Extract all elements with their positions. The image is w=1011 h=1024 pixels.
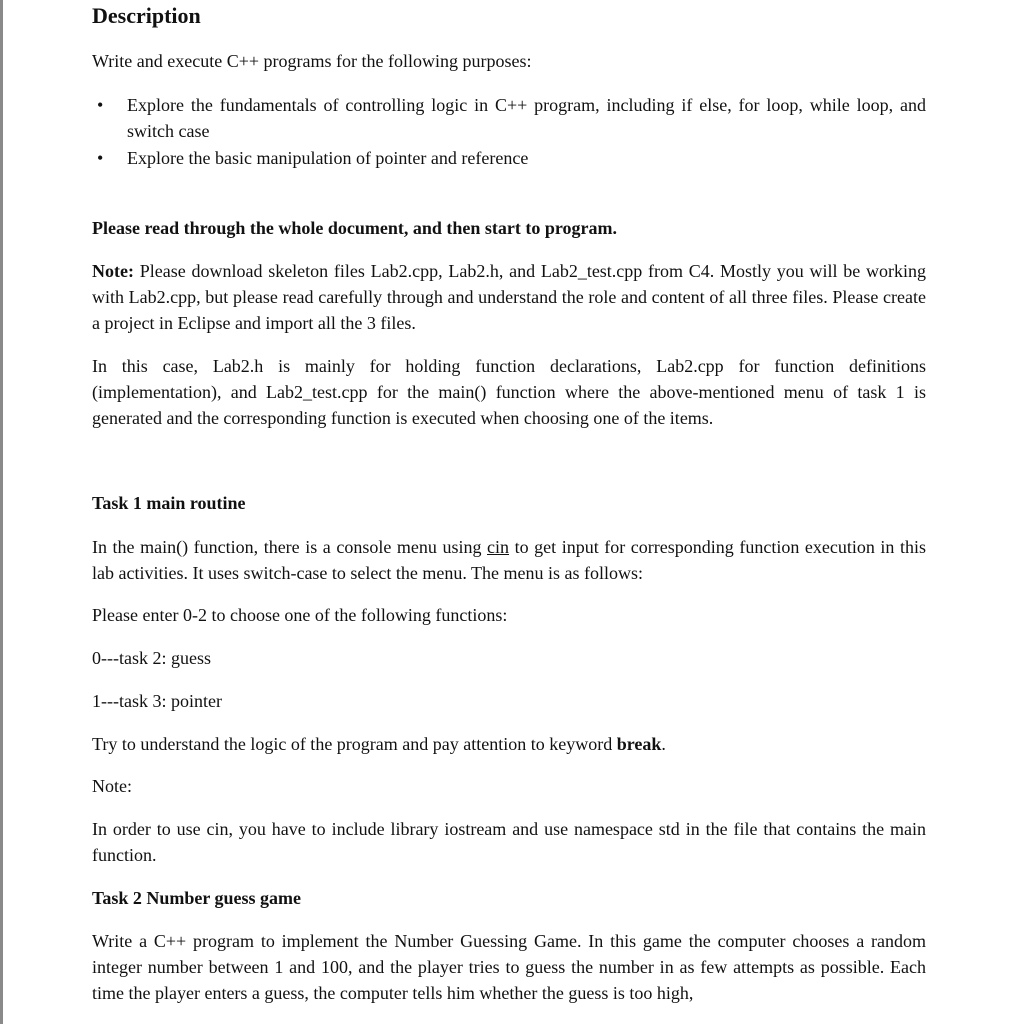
cin-keyword: cin [487, 537, 510, 557]
note-paragraph [92, 258, 926, 336]
page-left-edge [0, 0, 3, 1024]
intro-paragraph: Write and execute C++ programs for the following purposes: [92, 51, 532, 71]
task1-heading: Task 1 main routine [92, 493, 246, 513]
try-text-a: Try to understand the logic of the program and pay attention to keyword [92, 734, 617, 754]
task1-paragraph [92, 534, 926, 586]
task1-text-a: In the main() function, there is a console menu using [92, 537, 488, 557]
cin-paragraph: In order to use cin, you have to include library iostream and use namespace std in the file that contains the main function. [92, 819, 926, 865]
note-text: Please download skeleton files Lab2.cpp, Lab2.h, and Lab2_test.cpp from C4. Mostly you will be working with Lab2.cpp, but please read carefully through and understand the role and content of all three files. Please create a project in Eclipse and import all the 3 files. [92, 261, 926, 333]
menu-prompt: Please enter 0-2 to choose one of the following functions: [92, 605, 508, 625]
try-text-b: . [661, 734, 666, 754]
bullet-icon: • [97, 95, 104, 115]
bullet-item-control-logic: Explore the fundamentals of controlling logic in C++ program, including if else, for loop, while loop, and switch case [127, 95, 926, 141]
break-keyword: break [616, 734, 662, 754]
menu-item-guess: 0---task 2: guess [92, 648, 211, 668]
description-heading: Description [92, 3, 201, 28]
bullet-icon: • [97, 148, 104, 168]
try-paragraph [92, 731, 926, 757]
bullet-item-pointer-reference: Explore the basic manipulation of pointer and reference [127, 148, 529, 168]
read-through-notice: Please read through the whole document, and then start to program. [92, 218, 617, 238]
case-paragraph: In this case, Lab2.h is mainly for holding function declarations, Lab2.cpp for function definitions (implementation), and Lab2_test.cpp for the main() function where the above-mentioned menu of task 1 is generated and the corresponding function is executed when choosing one of the items. [92, 356, 926, 428]
menu-item-pointer: 1---task 3: pointer [92, 691, 222, 711]
task2-paragraph: Write a C++ program to implement the Number Guessing Game. In this game the computer chooses a random integer number between 1 and 100, and the player tries to guess the number in as few attempts as possible. Each time the player enters a guess, the computer tells him whether the guess is too high, [92, 931, 926, 1003]
note-label: Note: [92, 261, 134, 281]
task2-heading: Task 2 Number guess game [92, 888, 302, 908]
task1-text-b: to get input for corresponding function execution in this lab activities. It uses switch-case to select the menu. The menu is as follows: [92, 537, 926, 583]
note2-label: Note: [92, 776, 132, 796]
